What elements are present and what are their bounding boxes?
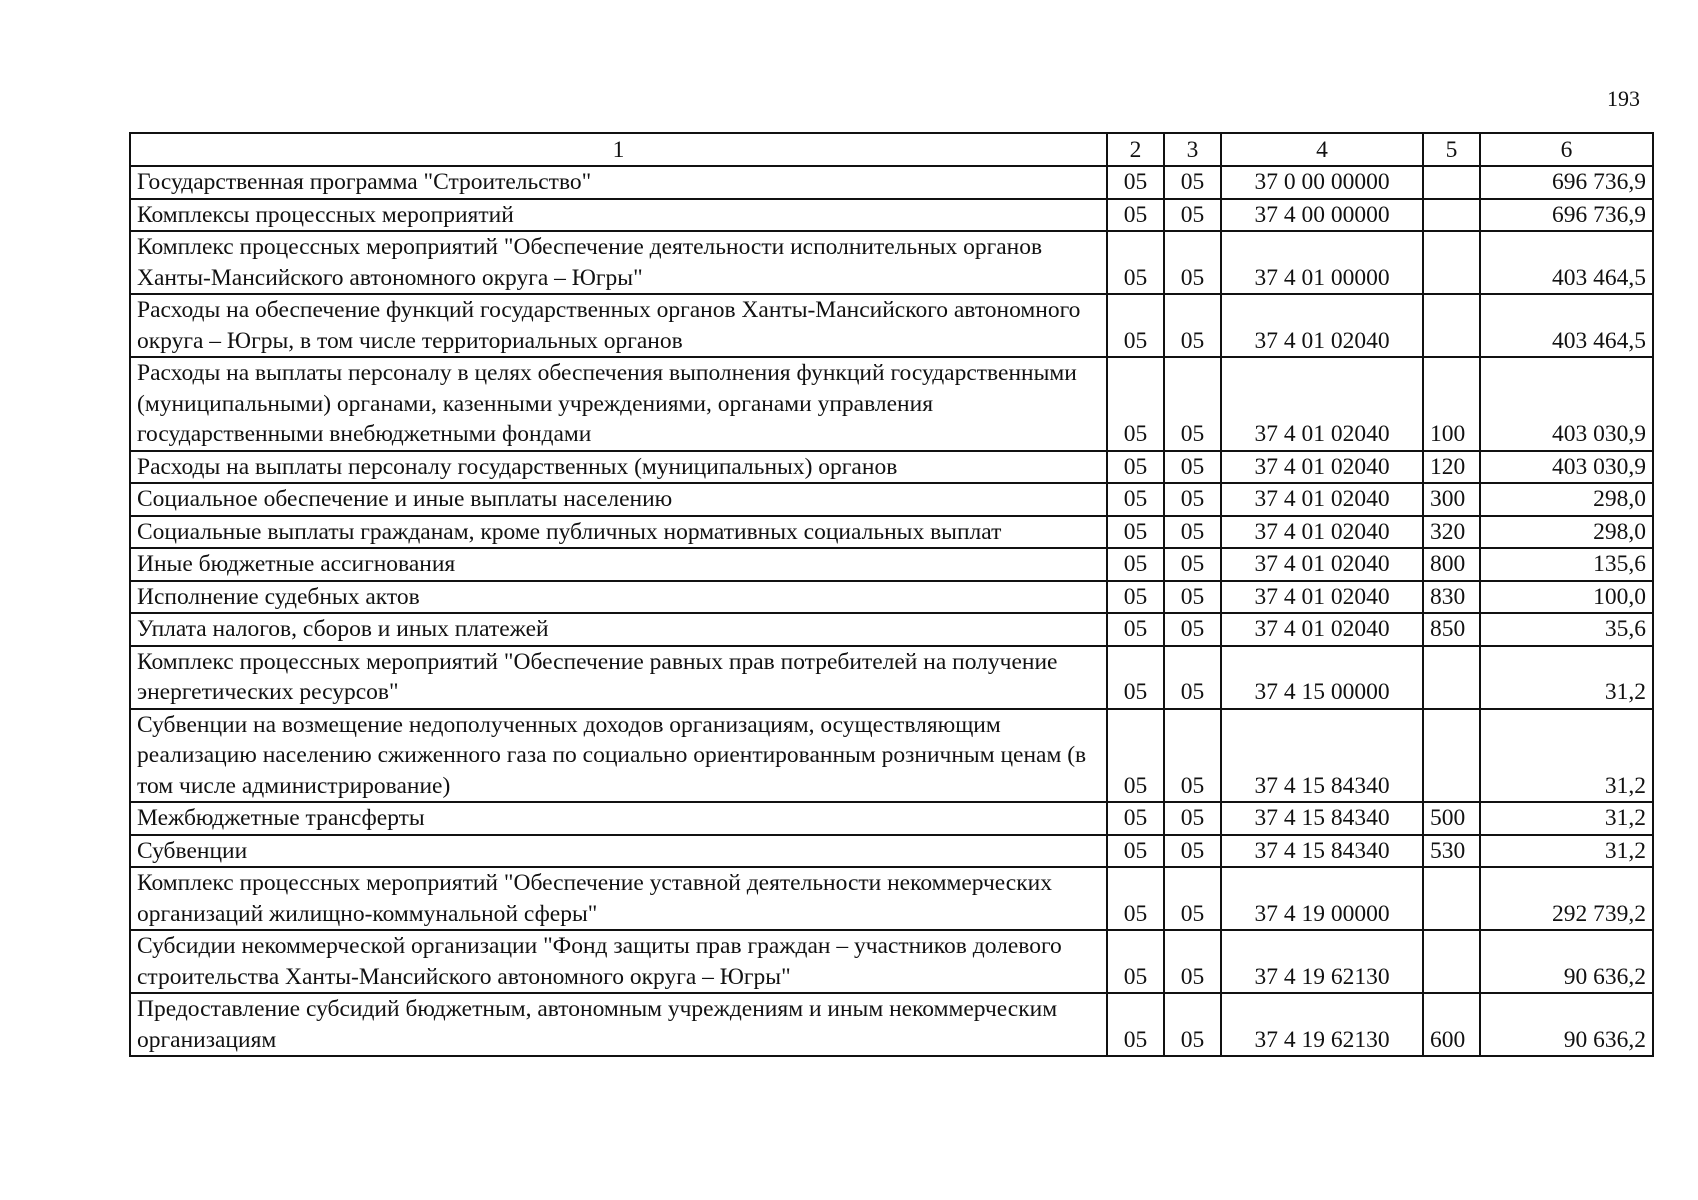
row-subsection: 05 (1164, 199, 1221, 232)
row-description: Государственная программа "Строительство" (130, 166, 1107, 199)
row-amount: 35,6 (1480, 613, 1653, 646)
row-target-code: 37 4 01 02040 (1221, 613, 1423, 646)
table-row (130, 835, 1653, 868)
row-expense-type: 600 (1423, 993, 1480, 1056)
row-expense-type: 120 (1423, 451, 1480, 484)
row-target-code: 37 4 01 02040 (1221, 451, 1423, 484)
table-row (130, 294, 1653, 357)
row-expense-type (1423, 199, 1480, 232)
row-target-code: 37 4 00 00000 (1221, 199, 1423, 232)
table-row (130, 867, 1653, 930)
row-subsection: 05 (1164, 357, 1221, 451)
row-section: 05 (1107, 802, 1164, 835)
table-row (130, 483, 1653, 516)
row-amount: 31,2 (1480, 646, 1653, 709)
row-expense-type (1423, 646, 1480, 709)
row-target-code: 37 0 00 00000 (1221, 166, 1423, 199)
row-section: 05 (1107, 294, 1164, 357)
table-row (130, 581, 1653, 614)
budget-table (129, 132, 1654, 1057)
row-amount: 696 736,9 (1480, 166, 1653, 199)
table-row (130, 930, 1653, 993)
column-header: 5 (1423, 133, 1480, 166)
row-section: 05 (1107, 548, 1164, 581)
row-description: Предоставление субсидий бюджетным, автономным учреждениям и иным некоммерческим организациям (130, 993, 1107, 1056)
row-section: 05 (1107, 709, 1164, 803)
row-section: 05 (1107, 516, 1164, 549)
table-row (130, 709, 1653, 803)
row-description: Комплексы процессных мероприятий (130, 199, 1107, 232)
row-subsection: 05 (1164, 294, 1221, 357)
table-row (130, 802, 1653, 835)
row-amount: 292 739,2 (1480, 867, 1653, 930)
row-section: 05 (1107, 613, 1164, 646)
row-amount: 100,0 (1480, 581, 1653, 614)
row-section: 05 (1107, 166, 1164, 199)
row-subsection: 05 (1164, 166, 1221, 199)
row-section: 05 (1107, 581, 1164, 614)
column-header: 1 (130, 133, 1107, 166)
table-row (130, 199, 1653, 232)
row-description: Комплекс процессных мероприятий "Обеспечение равных прав потребителей на получение энергетических ресурсов" (130, 646, 1107, 709)
row-description: Субсидии некоммерческой организации "Фонд защиты прав граждан – участников долевого строительства Ханты-Мансийского автономного округа – Югры" (130, 930, 1107, 993)
table-row (130, 548, 1653, 581)
row-description: Уплата налогов, сборов и иных платежей (130, 613, 1107, 646)
row-description: Социальные выплаты гражданам, кроме публичных нормативных социальных выплат (130, 516, 1107, 549)
row-amount: 31,2 (1480, 709, 1653, 803)
row-description: Исполнение судебных актов (130, 581, 1107, 614)
row-subsection: 05 (1164, 483, 1221, 516)
row-expense-type: 100 (1423, 357, 1480, 451)
row-section: 05 (1107, 199, 1164, 232)
row-expense-type: 500 (1423, 802, 1480, 835)
column-header: 3 (1164, 133, 1221, 166)
column-header: 6 (1480, 133, 1653, 166)
table-row (130, 451, 1653, 484)
row-amount: 90 636,2 (1480, 993, 1653, 1056)
row-target-code: 37 4 01 02040 (1221, 581, 1423, 614)
row-expense-type: 300 (1423, 483, 1480, 516)
row-expense-type: 320 (1423, 516, 1480, 549)
row-description: Расходы на выплаты персоналу в целях обеспечения выполнения функций государственными (муниципальными) органами, казенными учреждениями, органами управления государственными внебюджетными фондами (130, 357, 1107, 451)
row-section: 05 (1107, 451, 1164, 484)
row-expense-type (1423, 231, 1480, 294)
row-amount: 298,0 (1480, 483, 1653, 516)
row-description: Межбюджетные трансферты (130, 802, 1107, 835)
row-subsection: 05 (1164, 581, 1221, 614)
table-row (130, 231, 1653, 294)
row-expense-type: 850 (1423, 613, 1480, 646)
row-section: 05 (1107, 646, 1164, 709)
row-target-code: 37 4 19 00000 (1221, 867, 1423, 930)
row-description: Субвенции на возмещение недополученных доходов организациям, осуществляющим реализацию населению сжиженного газа по социально ориентированным розничным ценам (в том числе администрирование) (130, 709, 1107, 803)
row-expense-type (1423, 166, 1480, 199)
row-subsection: 05 (1164, 835, 1221, 868)
row-section: 05 (1107, 867, 1164, 930)
row-description: Социальное обеспечение и иные выплаты населению (130, 483, 1107, 516)
row-description: Расходы на выплаты персоналу государственных (муниципальных) органов (130, 451, 1107, 484)
row-amount: 31,2 (1480, 835, 1653, 868)
row-target-code: 37 4 01 00000 (1221, 231, 1423, 294)
row-section: 05 (1107, 993, 1164, 1056)
row-target-code: 37 4 15 84340 (1221, 835, 1423, 868)
row-expense-type: 830 (1423, 581, 1480, 614)
row-target-code: 37 4 15 00000 (1221, 646, 1423, 709)
row-subsection: 05 (1164, 867, 1221, 930)
row-amount: 135,6 (1480, 548, 1653, 581)
row-section: 05 (1107, 231, 1164, 294)
row-expense-type: 800 (1423, 548, 1480, 581)
row-target-code: 37 4 19 62130 (1221, 930, 1423, 993)
row-subsection: 05 (1164, 709, 1221, 803)
table-header-row (130, 133, 1653, 166)
row-target-code: 37 4 19 62130 (1221, 993, 1423, 1056)
row-amount: 90 636,2 (1480, 930, 1653, 993)
row-amount: 403 030,9 (1480, 357, 1653, 451)
row-description: Комплекс процессных мероприятий "Обеспечение уставной деятельности некоммерческих организаций жилищно-коммунальной сферы" (130, 867, 1107, 930)
row-amount: 298,0 (1480, 516, 1653, 549)
row-subsection: 05 (1164, 231, 1221, 294)
row-amount: 403 030,9 (1480, 451, 1653, 484)
table-row (130, 357, 1653, 451)
row-section: 05 (1107, 483, 1164, 516)
row-description: Субвенции (130, 835, 1107, 868)
table-row (130, 516, 1653, 549)
row-expense-type (1423, 294, 1480, 357)
row-subsection: 05 (1164, 930, 1221, 993)
column-header: 4 (1221, 133, 1423, 166)
page-number: 193 (1607, 86, 1640, 111)
row-target-code: 37 4 15 84340 (1221, 802, 1423, 835)
row-subsection: 05 (1164, 993, 1221, 1056)
table-row (130, 166, 1653, 199)
row-amount: 31,2 (1480, 802, 1653, 835)
table-row (130, 646, 1653, 709)
row-target-code: 37 4 15 84340 (1221, 709, 1423, 803)
row-target-code: 37 4 01 02040 (1221, 483, 1423, 516)
row-expense-type (1423, 867, 1480, 930)
row-target-code: 37 4 01 02040 (1221, 294, 1423, 357)
row-expense-type: 530 (1423, 835, 1480, 868)
row-subsection: 05 (1164, 451, 1221, 484)
row-subsection: 05 (1164, 802, 1221, 835)
row-section: 05 (1107, 357, 1164, 451)
row-target-code: 37 4 01 02040 (1221, 357, 1423, 451)
row-subsection: 05 (1164, 613, 1221, 646)
row-target-code: 37 4 01 02040 (1221, 516, 1423, 549)
row-expense-type (1423, 709, 1480, 803)
table-row (130, 993, 1653, 1056)
row-description: Расходы на обеспечение функций государственных органов Ханты-Мансийского автономного округа – Югры, в том числе территориальных органов (130, 294, 1107, 357)
row-target-code: 37 4 01 02040 (1221, 548, 1423, 581)
row-amount: 403 464,5 (1480, 294, 1653, 357)
row-subsection: 05 (1164, 646, 1221, 709)
row-section: 05 (1107, 930, 1164, 993)
row-section: 05 (1107, 835, 1164, 868)
column-header: 2 (1107, 133, 1164, 166)
table-row (130, 613, 1653, 646)
row-expense-type (1423, 930, 1480, 993)
row-subsection: 05 (1164, 516, 1221, 549)
row-amount: 403 464,5 (1480, 231, 1653, 294)
row-subsection: 05 (1164, 548, 1221, 581)
row-description: Комплекс процессных мероприятий "Обеспечение деятельности исполнительных органов Ханты-Мансийского автономного округа – Югры" (130, 231, 1107, 294)
row-amount: 696 736,9 (1480, 199, 1653, 232)
row-description: Иные бюджетные ассигнования (130, 548, 1107, 581)
